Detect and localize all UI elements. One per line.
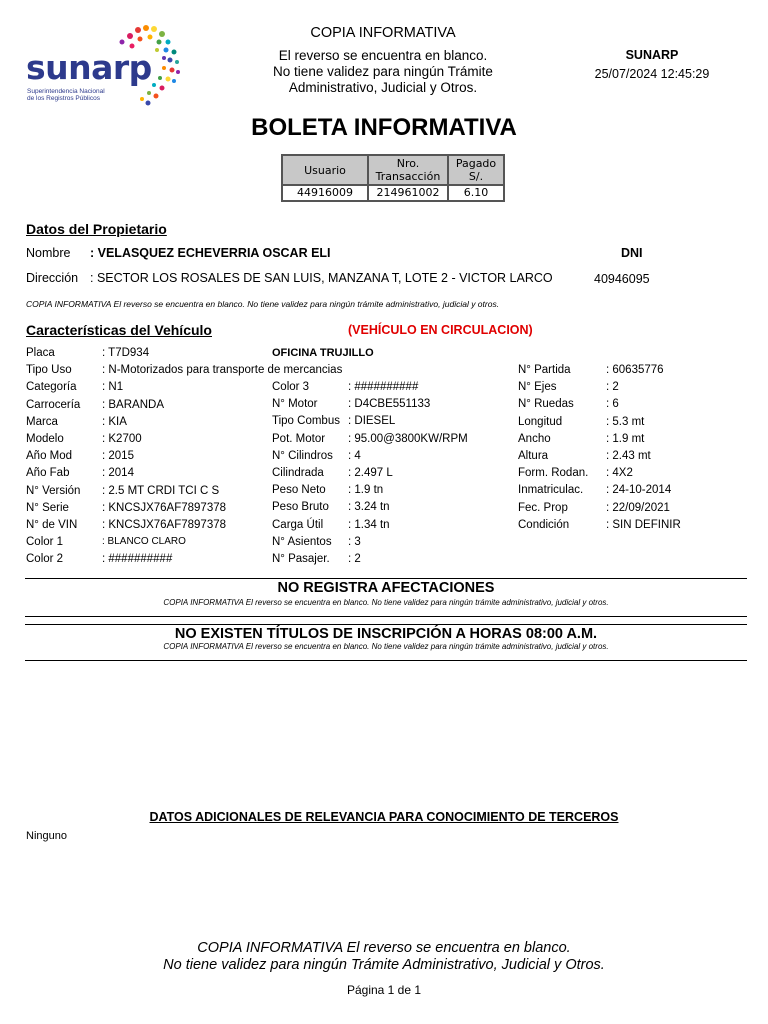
vehicle-field-value: : 2.5 MT CRDI TCI C S xyxy=(102,484,220,497)
vehicle-field-value: : 3.24 tn xyxy=(348,501,390,514)
vehicle-field-value: : BLANCO CLARO xyxy=(102,536,186,548)
page-number: Página 1 de 1 xyxy=(346,983,422,997)
vehicle-field-value: : ########## xyxy=(102,553,173,566)
transaction-pagado: 6.10 xyxy=(448,185,504,201)
vehicle-field-label: Condición xyxy=(518,518,570,531)
header-org: SUNARP xyxy=(625,48,679,62)
vehicle-field-label: Color 3 xyxy=(272,381,310,393)
vehicle-field-label: Año Mod xyxy=(26,450,73,463)
vehicle-field-value: : 3 xyxy=(348,535,361,548)
afectaciones-bottom-rule xyxy=(25,616,747,617)
vehicle-field-label: N° Motor xyxy=(272,398,318,411)
vehicle-field-label: N° Serie xyxy=(26,501,69,514)
transaction-header-nro-text: Nro. Transacción xyxy=(375,157,441,183)
afectaciones-top-rule xyxy=(25,578,747,579)
vehicle-field-label: Modelo xyxy=(26,433,64,445)
owner-address-value: : SECTOR LOS ROSALES DE SAN LUIS, MANZANA T, LOTE 2 - VICTOR LARCO xyxy=(90,271,553,285)
owner-disclaimer: COPIA INFORMATIVA El reverso se encuentra en blanco. No tiene validez para ningún trámite administrativo, judicial y otros. xyxy=(26,299,500,309)
vehicle-status: (VEHÍCULO EN CIRCULACION) xyxy=(348,323,533,337)
page-title: BOLETA INFORMATIVA xyxy=(251,114,517,141)
vehicle-field-value: : 6 xyxy=(606,398,619,411)
transaction-usuario: 44916009 xyxy=(282,185,368,201)
header-datetime: 25/07/2024 12:45:29 xyxy=(594,67,710,81)
vehicle-field-label: Inmatriculac. xyxy=(518,484,584,497)
vehicle-field-label: Carga Útil xyxy=(272,518,324,531)
vehicle-field-value: : 2 xyxy=(348,553,361,565)
vehicle-field-value: : 95.00@3800KW/RPM xyxy=(348,432,468,445)
adicionales-value: Ninguno xyxy=(26,830,67,842)
vehicle-field-label: N° Ruedas xyxy=(518,398,574,411)
vehicle-field-label: Año Fab xyxy=(26,467,70,480)
logo-subtitle-line2: de los Registros Públicos xyxy=(27,95,100,102)
vehicle-field-value: : 24-10-2014 xyxy=(606,484,672,497)
vehicle-field-value: : D4CBE551133 xyxy=(348,398,431,411)
vehicle-field-value: : K2700 xyxy=(102,433,142,445)
vehicle-field-value: : 2014 xyxy=(102,467,134,480)
afectaciones-disclaimer: COPIA INFORMATIVA El reverso se encuentra en blanco. No tiene validez para ningún trámite administrativo, judicial y otros. xyxy=(163,598,609,607)
vehicle-field-label: Categoría xyxy=(26,381,77,394)
vehicle-field-value: : 22/09/2021 xyxy=(606,501,670,514)
transaction-header-row xyxy=(282,155,504,185)
logo-wordmark: sunarp xyxy=(26,48,152,87)
transaction-nro: 214961002 xyxy=(368,185,448,201)
vehicle-field-label: N° Asientos xyxy=(272,535,332,548)
transaction-table xyxy=(281,154,505,202)
header-note xyxy=(223,48,543,96)
transaction-header-pagado-text: Pagado S/. xyxy=(455,157,497,183)
vehicle-field-value: : 5.3 mt xyxy=(606,415,645,428)
transaction-header-pagado xyxy=(448,155,504,185)
header-note-line2: No tiene validez para ningún Trámite xyxy=(273,64,493,79)
vehicle-field-label: Longitud xyxy=(518,415,563,428)
vehicle-section-title: Características del Vehículo xyxy=(26,322,212,338)
vehicle-field-label: Peso Neto xyxy=(272,484,326,497)
vehicle-field-value: : N1 xyxy=(102,381,124,394)
vehicle-field-label: Color 1 xyxy=(26,536,64,549)
vehicle-field-label: Placa xyxy=(26,347,55,359)
vehicle-field-label: Pot. Motor xyxy=(272,432,326,445)
titulos-bottom-rule xyxy=(25,660,747,661)
owner-section-title: Datos del Propietario xyxy=(26,221,167,237)
vehicle-field-label: N° Partida xyxy=(518,364,571,376)
vehicle-field-value: : DIESEL xyxy=(348,415,396,428)
vehicle-field-value: : KIA xyxy=(102,415,127,428)
titulos-disclaimer: COPIA INFORMATIVA El reverso se encuentra en blanco. No tiene validez para ningún trámite administrativo, judicial y otros. xyxy=(163,642,609,651)
owner-dni-label: DNI xyxy=(621,246,643,260)
header-note-line3: Administrativo, Judicial y Otros. xyxy=(288,80,478,95)
owner-dni-value: 40946095 xyxy=(594,272,650,286)
vehicle-field-value: : SIN DEFINIR xyxy=(606,518,681,531)
vehicle-field-label: Cilindrada xyxy=(272,467,324,479)
titulos-title: NO EXISTEN TÍTULOS DE INSCRIPCIÓN A HORAS 08:00 A.M. xyxy=(174,626,598,642)
footer-line1: COPIA INFORMATIVA El reverso se encuentra en blanco. xyxy=(197,940,571,956)
vehicle-field-value: : KNCSJX76AF7897378 xyxy=(102,501,227,514)
vehicle-field-value: : 4X2 xyxy=(606,467,633,480)
vehicle-field-label: Fec. Prop xyxy=(518,501,568,514)
vehicle-field-label: Peso Bruto xyxy=(272,501,329,514)
owner-address-label: Dirección xyxy=(26,271,79,285)
afectaciones-title: NO REGISTRA AFECTACIONES xyxy=(277,580,495,596)
adicionales-title: DATOS ADICIONALES DE RELEVANCIA PARA CONOCIMIENTO DE TERCEROS xyxy=(149,810,619,824)
header-note-line1: El reverso se encuentra en blanco. xyxy=(278,48,488,63)
sunarp-logo xyxy=(24,22,184,108)
vehicle-field-value: : 1.34 tn xyxy=(348,518,390,531)
vehicle-field-label: N° de VIN xyxy=(26,519,78,531)
vehicle-field-label: Form. Rodan. xyxy=(518,467,589,480)
vehicle-field-value: : ########## xyxy=(348,381,419,393)
vehicle-field-value: : 2 xyxy=(606,381,619,394)
vehicle-field-value: : 2.43 mt xyxy=(606,450,651,462)
owner-name-label: Nombre xyxy=(26,246,71,260)
vehicle-field-value: : BARANDA xyxy=(102,398,164,411)
vehicle-field-label: N° Ejes xyxy=(518,381,557,394)
vehicle-field-value: : 2.497 L xyxy=(348,467,393,479)
vehicle-field-value: : 60635776 xyxy=(606,364,664,376)
vehicle-field-label: N° Cilindros xyxy=(272,449,333,462)
vehicle-field-label: Ancho xyxy=(518,432,551,445)
owner-name-value: : VELASQUEZ ECHEVERRIA OSCAR ELI xyxy=(90,246,331,260)
vehicle-field-value: : 2015 xyxy=(102,450,134,463)
vehicle-office: OFICINA TRUJILLO xyxy=(272,347,374,359)
transaction-value-row xyxy=(282,185,504,201)
header-copia-label: COPIA INFORMATIVA xyxy=(310,25,456,41)
vehicle-field-label: Tipo Uso xyxy=(26,364,72,377)
footer-notice xyxy=(0,940,768,974)
vehicle-field-label: N° Versión xyxy=(26,484,81,497)
vehicle-field-label: Carrocería xyxy=(26,398,81,411)
titulos-top-rule xyxy=(25,624,747,625)
vehicle-field-label: Tipo Combus xyxy=(272,415,340,428)
vehicle-field-value: : 4 xyxy=(348,449,361,462)
vehicle-field-label: N° Pasajer. xyxy=(272,553,330,565)
vehicle-field-label: Color 2 xyxy=(26,553,64,566)
vehicle-field-value: : 1.9 mt xyxy=(606,432,645,445)
transaction-header-nro xyxy=(368,155,448,185)
logo-subtitle-line1: Superintendencia Nacional xyxy=(27,88,105,95)
transaction-header-usuario: Usuario xyxy=(282,155,368,185)
footer-line2: No tiene validez para ningún Trámite Administrativo, Judicial y Otros. xyxy=(163,957,605,973)
vehicle-field-label: Altura xyxy=(518,450,549,462)
vehicle-field-value: : KNCSJX76AF7897378 xyxy=(102,519,227,531)
vehicle-field-label: Marca xyxy=(26,415,58,428)
vehicle-field-value: : N-Motorizados para transporte de mercancias xyxy=(102,364,343,377)
vehicle-field-value: : T7D934 xyxy=(102,347,150,359)
vehicle-field-value: : 1.9 tn xyxy=(348,484,384,497)
